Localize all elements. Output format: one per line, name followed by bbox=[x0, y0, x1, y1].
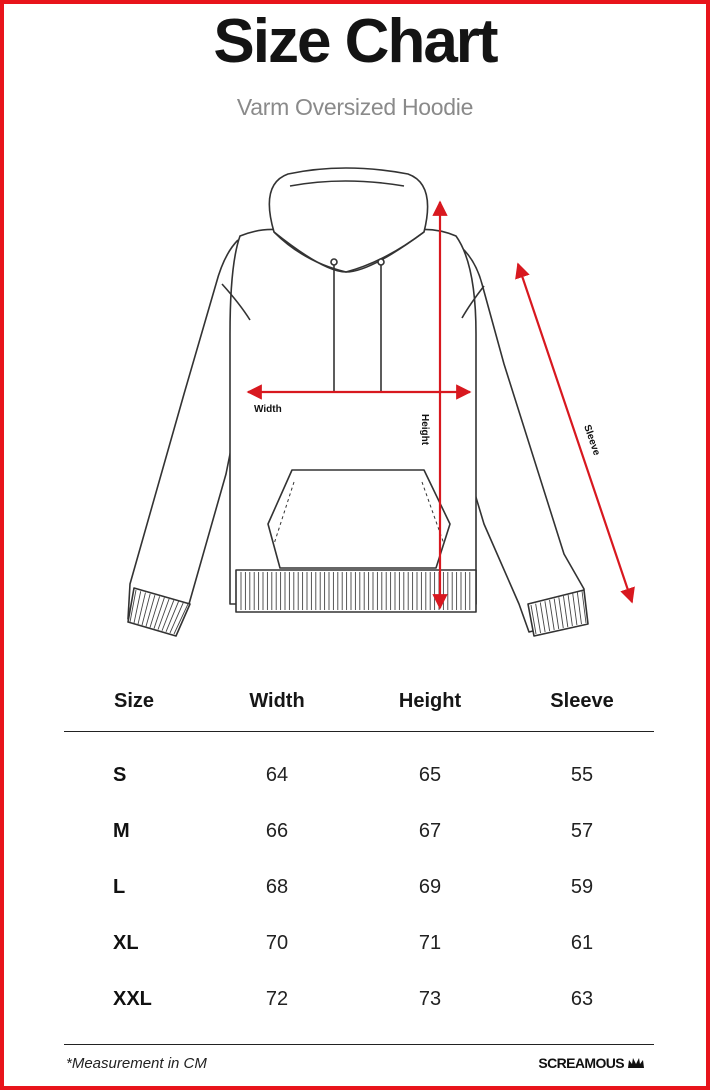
height-cell: 69 bbox=[418, 876, 442, 898]
height-label: Height bbox=[419, 414, 430, 446]
column-header-size: Size bbox=[113, 690, 155, 712]
size-cell: XXL bbox=[113, 988, 152, 1010]
sleeve-cell: 55 bbox=[570, 764, 594, 786]
width-cell: 68 bbox=[265, 876, 289, 898]
height-cell: 71 bbox=[418, 932, 442, 954]
size-cell: XL bbox=[113, 932, 139, 954]
sleeve-cell: 59 bbox=[570, 876, 594, 898]
page-title: Size Chart bbox=[213, 7, 497, 76]
sleeve-cell: 63 bbox=[570, 988, 594, 1010]
height-cell: 73 bbox=[418, 988, 442, 1010]
height-cell: 67 bbox=[418, 820, 442, 842]
width-cell: 72 bbox=[265, 988, 289, 1010]
column-header-sleeve: Sleeve bbox=[550, 690, 614, 712]
size-cell: S bbox=[113, 764, 127, 786]
width-label: Width bbox=[254, 404, 282, 415]
width-cell: 66 bbox=[265, 820, 289, 842]
column-header-width: Width bbox=[249, 690, 305, 712]
size-cell: M bbox=[113, 820, 130, 842]
size-cell: L bbox=[113, 876, 126, 898]
sleeve-label: Sleeve bbox=[581, 423, 602, 457]
height-cell: 65 bbox=[418, 764, 442, 786]
hoodie-diagram bbox=[4, 4, 706, 664]
width-cell: 64 bbox=[265, 764, 289, 786]
sleeve-cell: 57 bbox=[570, 820, 594, 842]
product-name: Varm Oversized Hoodie bbox=[236, 94, 474, 120]
sleeve-cell: 61 bbox=[570, 932, 594, 954]
column-header-height: Height bbox=[398, 690, 462, 712]
footer-divider bbox=[64, 1044, 654, 1045]
hoodie-outline bbox=[128, 168, 588, 636]
crown-icon bbox=[628, 1058, 644, 1068]
measurement-note: *Measurement in CM bbox=[66, 1055, 207, 1072]
brand-name: SCREAMOUS bbox=[538, 1055, 624, 1071]
brand-logo bbox=[538, 1055, 644, 1071]
width-cell: 70 bbox=[265, 932, 289, 954]
header-divider bbox=[64, 731, 654, 732]
